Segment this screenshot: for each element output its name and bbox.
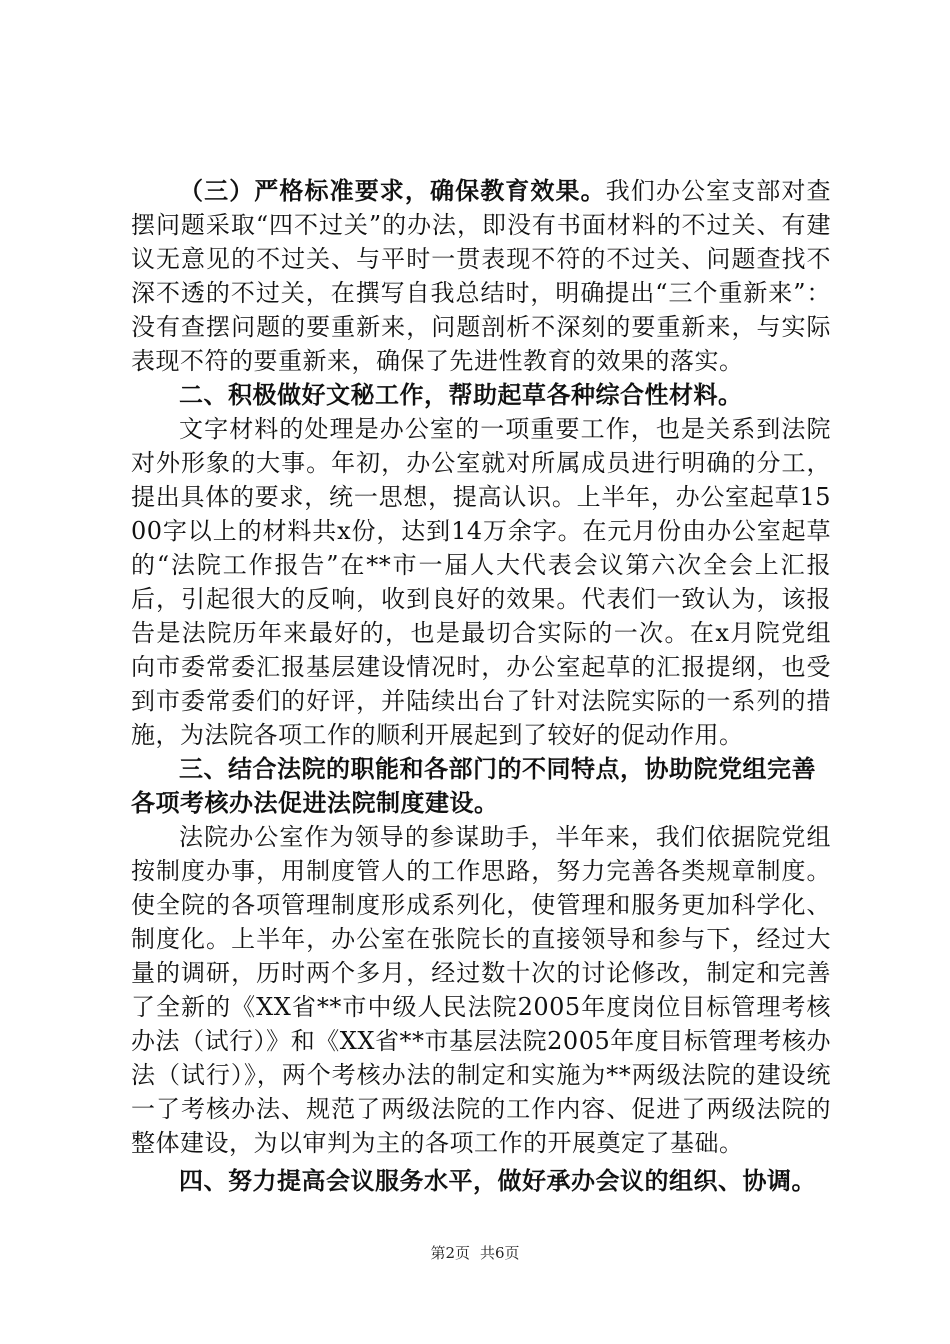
page-number: 第2页 [430, 1244, 470, 1262]
heading-2: 二、积极做好文秘工作，帮助起草各种综合性材料。 [179, 380, 743, 409]
heading-4: 四、努力提高会议服务水平，做好承办会议的组织、协调。 [179, 1166, 816, 1195]
page-footer [0, 1243, 950, 1263]
document-body [131, 174, 831, 1198]
heading-3: 三、结合法院的职能和各部门的不同特点，协助院党组完善各项考核办法促进法院制度建设。 [131, 754, 816, 817]
section-3-paragraph [131, 174, 831, 378]
section-3-body: 我们办公室支部对查摆问题采取“四不过关”的办法，即没有书面材料的不过关、有建议无意见的不过关、与平时一贯表现不符的不过关、问题查找不深不透的不过关，在撰写自我总结时，明确提出“三个重新来”：没有查摆问题的要重新来，问题剖析不深刻的要重新来，与实际表现不符的要重新来，确保了先进性教育的效果的落实。 [131, 177, 832, 375]
section-3-lead: （三）严格标准要求，确保教育效果。 [179, 176, 606, 205]
paragraph-3: 法院办公室作为领导的参谋助手，半年来，我们依据院党组按制度办事，用制度管人的工作思路，努力完善各类规章制度。使全院的各项管理制度形成系列化，使管理和服务更加科学化、制度化。上半年，办公室在张院长的直接领导和参与下，经过大量的调研，历时两个多月，经过数十次的讨论修改，制定和完善了全新的《XX省**市中级人民法院2005年度岗位目标管理考核办法（试行）》和《XX省**市基层法院2005年度目标管理考核办法（试行）》，两个考核办法的制定和实施为**两级法院的建设统一了考核办法、规范了两级法院的工作内容、促进了两级法院的整体建设，为以审判为主的各项工作的开展奠定了基础。 [131, 823, 831, 1157]
page-total: 共6页 [480, 1244, 520, 1262]
paragraph-2: 文字材料的处理是办公室的一项重要工作，也是关系到法院对外形象的大事。年初，办公室就对所属成员进行明确的分工，提出具体的要求，统一思想，提高认识。上半年，办公室起草1500字以上的材料共x份，达到14万余字。在元月份由办公室起草的“法院工作报告”在**市一届人大代表会议第六次全会上汇报后，引起很大的反响，收到良好的效果。代表们一致认为，该报告是法院历年来最好的，也是最切合实际的一次。在x月院党组向市委常委汇报基层建设情况时，办公室起草的汇报提纲，也受到市委常委们的好评，并陆续出台了针对法院实际的一系列的措施，为法院各项工作的顺利开展起到了较好的促动作用。 [131, 415, 831, 749]
